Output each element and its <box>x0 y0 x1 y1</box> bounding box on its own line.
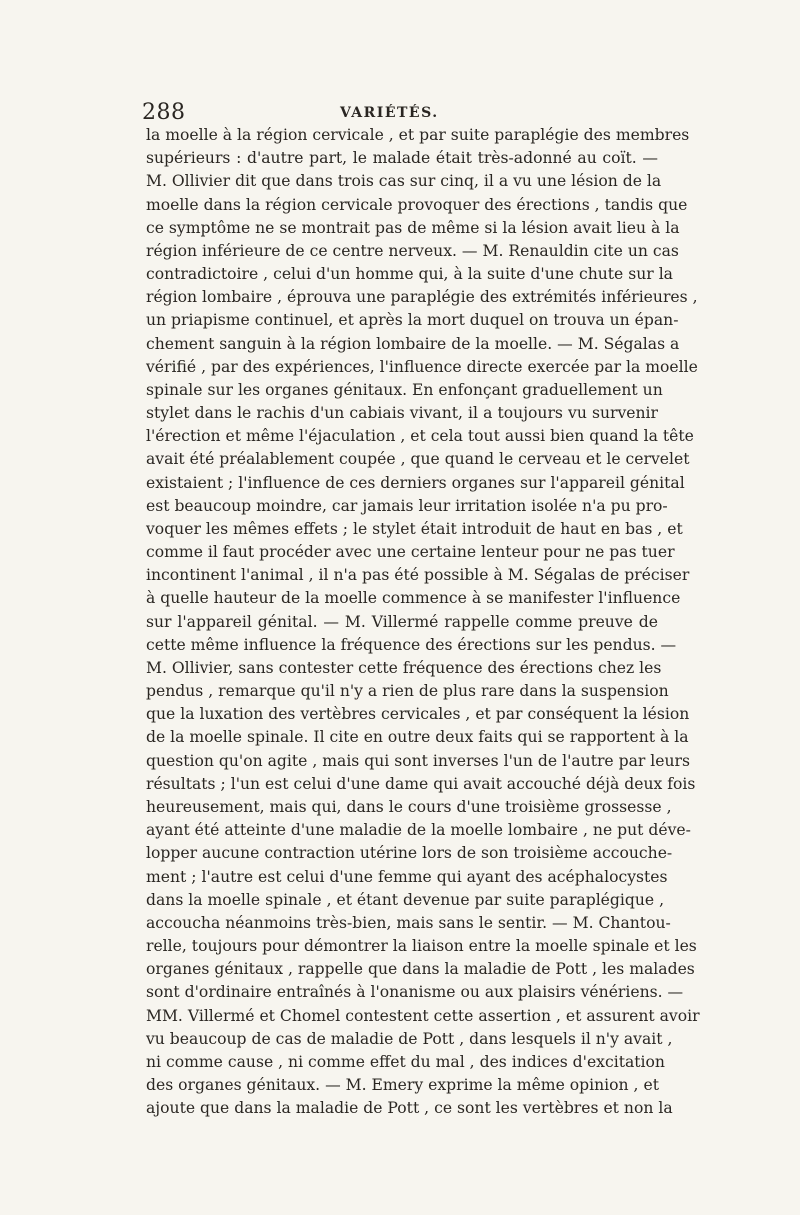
running-title: VARIÉTÉS. <box>340 105 439 121</box>
text-line: relle, toujours pour démontrer la liaison entre la moelle spinale et les <box>146 937 697 956</box>
text-line: question qu'on agite , mais qui sont inverses l'un de l'autre par leurs <box>146 751 691 770</box>
text-line: vu beaucoup de cas de maladie de Pott , dans lesquels il n'y avait , <box>146 1029 673 1048</box>
text-line: spinale sur les organes génitaux. En enfonçant graduellement un <box>146 380 663 399</box>
text-line: incontinent l'animal , il n'a pas été possible à M. Ségalas de préciser <box>146 566 690 585</box>
text-line: MM. Villermé et Chomel contestent cette assertion , et assurent avoir <box>146 1006 700 1025</box>
page-number: 288 <box>142 100 186 125</box>
text-line: ayant été atteinte d'une maladie de la moelle lombaire , ne put déve- <box>146 821 691 840</box>
text-line: organes génitaux , rappelle que dans la maladie de Pott , les malades <box>146 960 695 979</box>
text-line: sur l'appareil génital. — M. Villermé rappelle comme preuve de <box>146 612 658 631</box>
text-line: ce symptôme ne se montrait pas de même si la lésion avait lieu à la <box>146 218 680 237</box>
text-line: de la moelle spinale. Il cite en outre deux faits qui se rapportent à la <box>146 728 689 747</box>
text-line: ment ; l'autre est celui d'une femme qui ayant des acéphalocystes <box>146 867 668 886</box>
text-line: vérifié , par des expériences, l'influence directe exercée par la moelle <box>146 357 698 376</box>
text-line: lopper aucune contraction utérine lors de son troisième accouche- <box>146 844 673 863</box>
text-line: accoucha néanmoins très-bien, mais sans le sentir. — M. Chantou- <box>146 913 671 932</box>
text-line: pendus , remarque qu'il n'y a rien de plus rare dans la suspension <box>146 682 669 701</box>
text-line: sont d'ordinaire entraînés à l'onanisme ou aux plaisirs vénériens. — <box>146 983 684 1002</box>
text-line: l'érection et même l'éjaculation , et cela tout aussi bien quand la tête <box>146 427 694 446</box>
text-line: région inférieure de ce centre nerveux. — M. Renauldin cite un cas <box>146 241 679 260</box>
body-text <box>146 124 700 1120</box>
text-line: que la luxation des vertèbres cervicales , et par conséquent la lésion <box>146 705 690 724</box>
text-line: résultats ; l'un est celui d'une dame qui avait accouché déjà deux fois <box>146 774 696 793</box>
text-line: un priapisme continuel, et après la mort duquel on trouva un épan- <box>146 311 679 330</box>
text-line: région lombaire , éprouva une paraplégie des extrémités inférieures , <box>146 288 698 307</box>
text-line: M. Ollivier, sans contester cette fréquence des érections chez les <box>146 658 662 677</box>
text-line: ajoute que dans la maladie de Pott , ce sont les vertèbres et non la <box>146 1099 673 1118</box>
text-line: chement sanguin à la région lombaire de la moelle. — M. Ségalas a <box>146 334 680 353</box>
text-line: à quelle hauteur de la moelle commence à se manifester l'influence <box>146 589 681 608</box>
text-line: stylet dans le rachis d'un cabiais vivant, il a toujours vu survenir <box>146 404 658 423</box>
text-line: la moelle à la région cervicale , et par suite paraplégie des membres <box>146 126 690 144</box>
text-line: voquer les mêmes effets ; le stylet était introduit de haut en bas , et <box>146 519 683 538</box>
text-line: ni comme cause , ni comme effet du mal , des indices d'excitation <box>146 1052 665 1071</box>
text-line: cette même influence la fréquence des érections sur les pendus. — <box>146 635 677 654</box>
text-line: comme il faut procéder avec une certaine lenteur pour ne pas tuer <box>146 543 675 562</box>
text-line: supérieurs : d'autre part, le malade était très-adonné au coït. — <box>146 149 658 168</box>
text-line: avait été préalablement coupée , que quand le cerveau et le cervelet <box>146 450 690 469</box>
text-line: moelle dans la région cervicale provoquer des érections , tandis que <box>146 195 688 214</box>
text-line: existaient ; l'influence de ces derniers organes sur l'appareil génital <box>146 473 685 492</box>
text-line: dans la moelle spinale , et étant devenue par suite paraplégique , <box>146 890 665 909</box>
text-line: des organes génitaux. — M. Emery exprime la même opinion , et <box>146 1076 659 1095</box>
text-line: est beaucoup moindre, car jamais leur irritation isolée n'a pu pro- <box>146 496 668 515</box>
text-line: heureusement, mais qui, dans le cours d'une troisième grossesse , <box>146 797 672 816</box>
text-line: contradictoire , celui d'un homme qui, à la suite d'une chute sur la <box>146 265 673 284</box>
text-line: M. Ollivier dit que dans trois cas sur cinq, il a vu une lésion de la <box>146 172 662 191</box>
